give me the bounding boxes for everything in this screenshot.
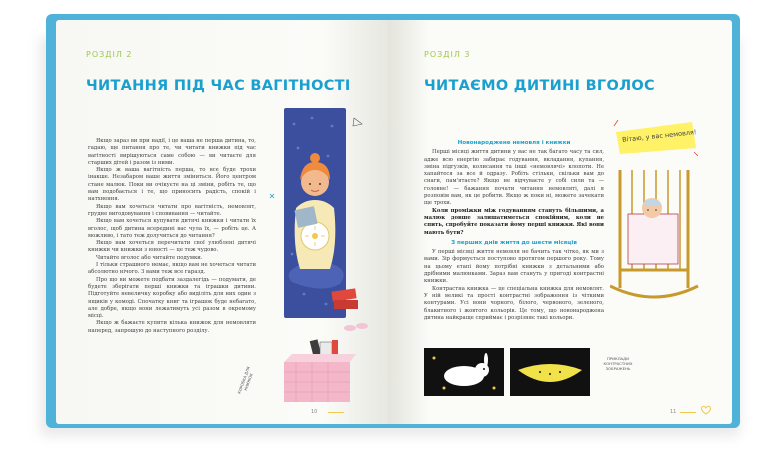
- right-page: [388, 20, 732, 424]
- contrast-image-melon: [510, 348, 590, 396]
- left-page: [56, 20, 388, 424]
- baby-in-crib-illustration: [610, 160, 700, 310]
- page-title: ЧИТАЄМО ДИТИНІ ВГОЛОС: [424, 78, 655, 94]
- paragraph: Якщо ж бажаєте купити кілька книжок для немовляти наперед, запрошую до наступного розділу.: [88, 320, 256, 334]
- right-body-text: [424, 137, 604, 322]
- section-heading: Новонароджене немовля і книжки: [457, 140, 571, 146]
- paragraph: Якщо вам хочеться перечитати свої улюблені дитячі книжки чи книжки з юності — це теж чудово.: [88, 240, 256, 254]
- page-number-rule: [680, 412, 696, 413]
- chapter-label: РОЗДІЛ 2: [86, 50, 133, 59]
- paragraph: Якщо вам хочеться купувати дитячі книжки і читати їх вголос, щоб дитина всередині вас чула їх, — робіть це. А можливо, і тато теж долучиться до читання?: [88, 218, 256, 239]
- contrast-image-bunny: [424, 348, 504, 396]
- pregnant-woman-reading-illustration: [262, 104, 372, 334]
- paragraph: У перші місяці життя немовля не бачить так чітко, як ми з вами. Зір формується поступово протягом першого року. Тому на цьому етапі йому потрібні книжки з детальними або дрібними малюнками. Зараз вам стануть у пригоді контрастні книжки.: [424, 249, 604, 285]
- paragraph: Якщо зараз ви при надії, і це ваша не перша дитина, то, гадаю, ще питання про те, чи читати книжки під час вагітності вирішуються саме собою — ви читаєте для старших дітей і разом із ними.: [88, 138, 256, 166]
- sparkle-doodle: [270, 194, 274, 198]
- left-body-text: [88, 138, 256, 335]
- paper-plane-doodle: [353, 118, 362, 126]
- page-number-rule: [328, 412, 344, 413]
- paragraph: Якщо вам хочеться читати про вагітність, немовлят, грудне вигодовування і сповивання — читайте.: [88, 203, 256, 217]
- paragraph: Контрастна книжка — це спеціальна книжка для немовлят. У ній великі та прості контрастні зображення із чіткими контурами. Усі вони чорного, білого, червоного, зеленого, блакитного і жовтого кольорів. Це тому, що новонароджена дитина найкраще сприймає і розрізняє такі кольори.: [424, 285, 604, 321]
- book-box-illustration: [276, 336, 356, 408]
- heart-icon: [700, 404, 712, 416]
- paragraph: Про що ви можете подбати заздалегідь — подумати, де будете зберігати перші книжки та іграшки дитини. Підготуйте невеличку коробку або виділіть для них один з ящиків у комоді. Спочатку книг та іграшок буде небагато, але добре, якщо вони лежатимуть усі разом в окремому місці.: [88, 276, 256, 320]
- books-stack: [331, 288, 358, 309]
- page-number: 10: [311, 409, 318, 415]
- paragraph: Якщо ж ваша вагітність перша, то все буде трохи інакше. Незабаром ваше життя зміниться. Його центром стане малюк. Поки ви очікуєте на ці зміни, робіть те, що вам подобається і те, що приносить радість, спокій і натхнення.: [88, 167, 256, 203]
- section-heading: З перших днів життя до шести місяців: [451, 239, 577, 246]
- page-title: ЧИТАННЯ ПІД ЧАС ВАГІТНОСТІ: [86, 78, 351, 94]
- greeting-text: Вітаю, у вас немовля!: [621, 128, 697, 144]
- box-caption: КОРОБКА ДЛЯ КНИЖОК: [236, 365, 254, 395]
- paragraph: І тільки страшного немає, якщо вам не хочеться читати абсолютно нічого. З вами теж все гаразд.: [88, 262, 256, 276]
- page-number: 11: [670, 409, 677, 415]
- chapter-label: РОЗДІЛ 3: [424, 50, 471, 59]
- paragraph: Коли проміжки між годуванням стануть більшими, а малюк довше залишатиметься спокійним, коли не спить, спробуйте показати йому перші книжки. Які вони мають бути?: [424, 207, 604, 236]
- paragraph: Читайте вголос або читайте подумки.: [96, 254, 203, 261]
- example-caption: ПРИКЛАДИ КОНТРАСТНИХ ЗОБРАЖЕНЬ: [603, 356, 633, 371]
- slippers: [344, 323, 368, 331]
- paragraph: Перші місяці життя дитини у вас не так багато часу та сил, адже всю енергію забирає годування, вкладання, купання, зміна підгузків, колисання та інші «немовлячі» клопоти. Не хапайтеся за все й одразу. Робіть стільки, скільки вам до снаги, пам'ятаєте? Якщо не відчуваєте у собі сили та — головне! — бажання почати читання немовляті, далі я розповім вам, як це робити. Якщо ж поки ні, можете зачекати ще трохи.: [424, 149, 604, 207]
